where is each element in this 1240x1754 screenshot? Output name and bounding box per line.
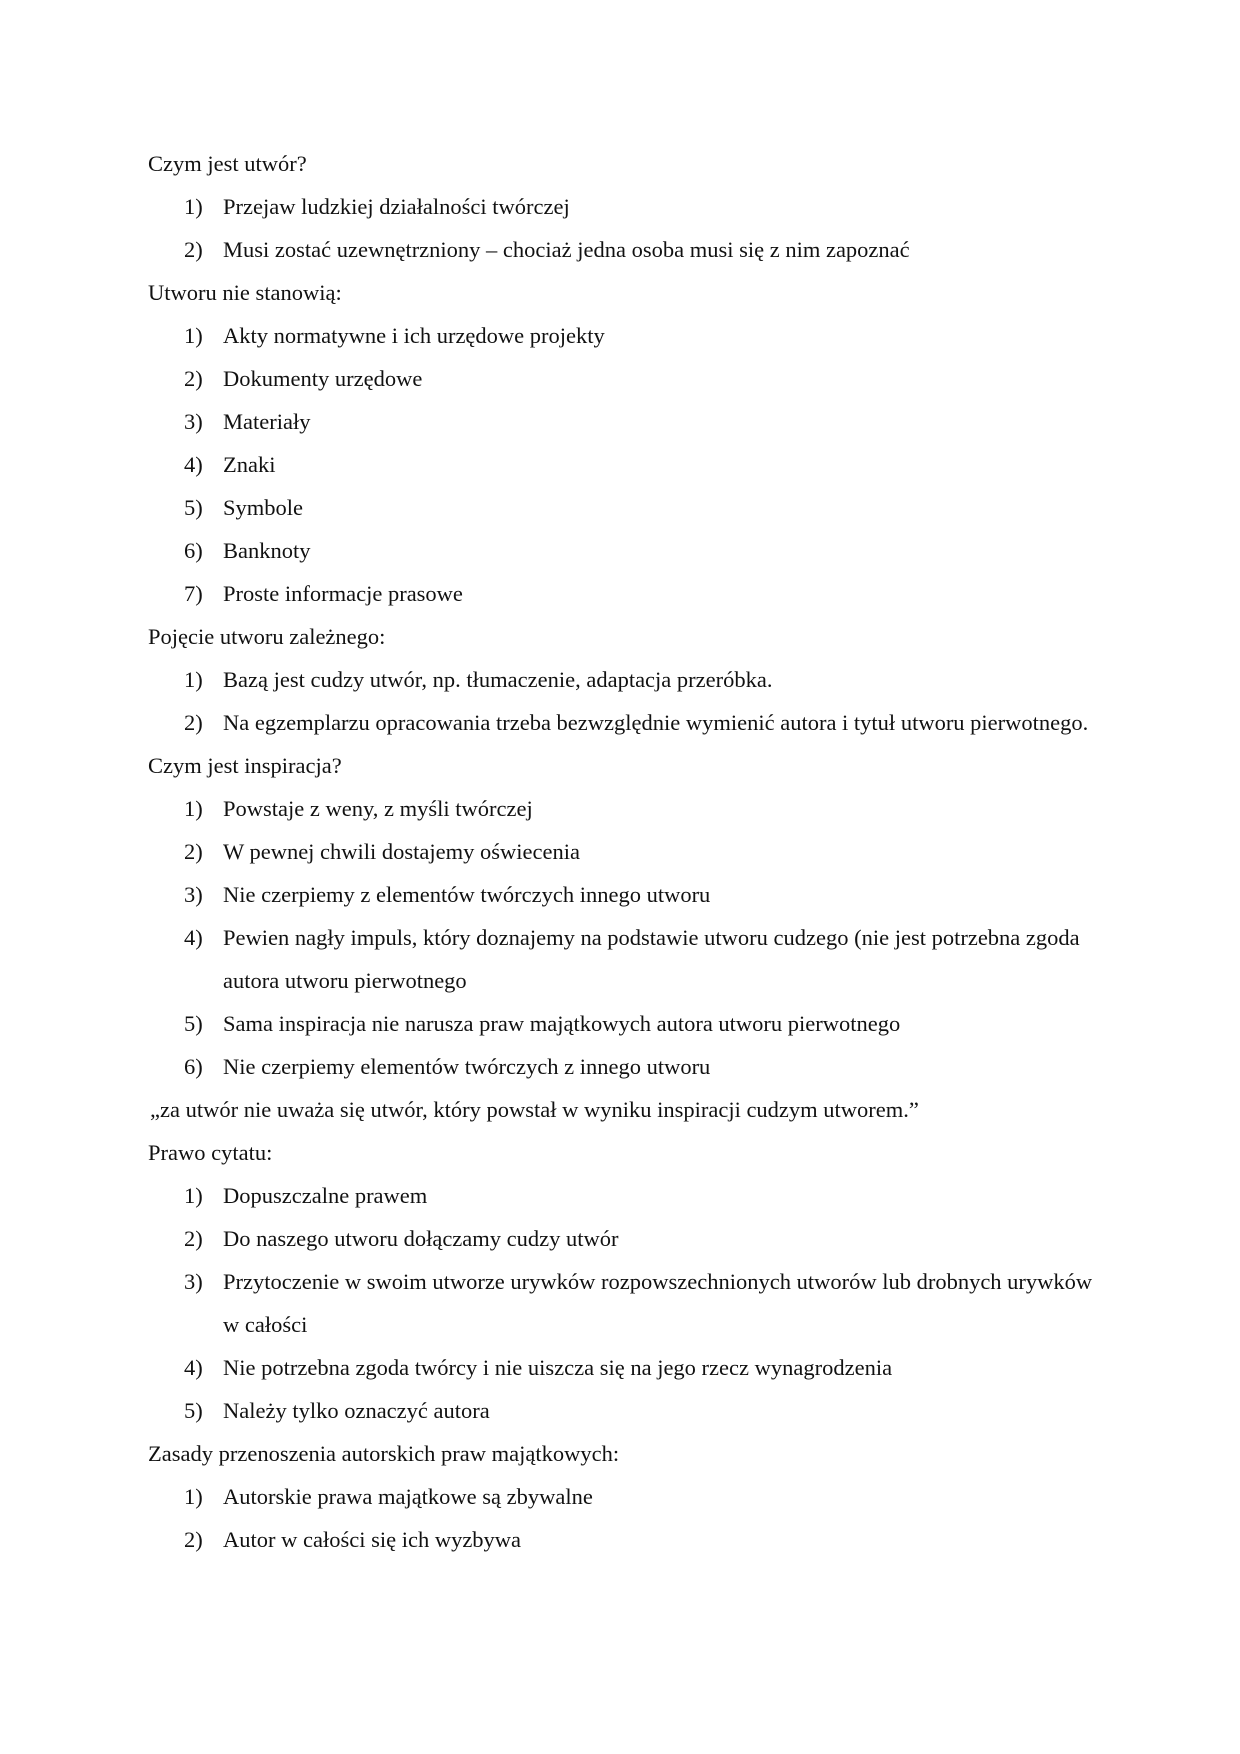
list-number: 7) bbox=[184, 581, 203, 606]
list-item bbox=[148, 185, 1108, 228]
list-item bbox=[148, 486, 1108, 529]
section-prawo-cytatu bbox=[148, 1131, 1108, 1432]
list-item-text: Na egzemplarzu opracowania trzeba bezwzględnie wymienić autora i tytuł utworu pierwotnego. bbox=[223, 710, 1089, 735]
list-item bbox=[148, 1389, 1108, 1432]
list-item bbox=[148, 1174, 1108, 1217]
section-heading: Pojęcie utworu zależnego: bbox=[148, 624, 386, 649]
list-item-text: Autor w całości się ich wyzbywa bbox=[223, 1527, 522, 1552]
list-item-text: Symbole bbox=[223, 495, 304, 520]
list-number: 5) bbox=[184, 1011, 203, 1036]
list-item bbox=[148, 1002, 1108, 1045]
list-item-text: Akty normatywne i ich urzędowe projekty bbox=[223, 323, 605, 348]
list-number: 4) bbox=[184, 1355, 203, 1380]
list-item-text: Musi zostać uzewnętrzniony – chociaż jedna osoba musi się z nim zapoznać bbox=[223, 237, 910, 262]
list-item bbox=[148, 787, 1108, 830]
list-number: 1) bbox=[184, 667, 203, 692]
list-item bbox=[148, 701, 1108, 744]
list-item-text: Nie czerpiemy elementów twórczych z innego utworu bbox=[223, 1054, 711, 1079]
document-body bbox=[148, 142, 1108, 1561]
list-number: 3) bbox=[184, 409, 203, 434]
list-item-text: Należy tylko oznaczyć autora bbox=[223, 1398, 490, 1423]
list-item bbox=[148, 1045, 1108, 1088]
list-item-text: Autorskie prawa majątkowe są zbywalne bbox=[223, 1484, 593, 1509]
list-item bbox=[148, 314, 1108, 357]
list-number: 2) bbox=[184, 710, 203, 735]
list-item bbox=[148, 916, 1108, 1002]
list-number: 5) bbox=[184, 1398, 203, 1423]
section-heading: Zasady przenoszenia autorskich praw majątkowych: bbox=[148, 1441, 620, 1466]
list-item bbox=[148, 658, 1108, 701]
quote-text: „za utwór nie uważa się utwór, który powstał w wyniku inspiracji cudzym utworem.” bbox=[150, 1097, 919, 1122]
list-number: 3) bbox=[184, 882, 203, 907]
list-item bbox=[148, 228, 1108, 271]
list-number: 2) bbox=[184, 1527, 203, 1552]
list-item-text: Materiały bbox=[223, 409, 311, 434]
list-number: 2) bbox=[184, 237, 203, 262]
list-item-text: Banknoty bbox=[223, 538, 311, 563]
list-number: 4) bbox=[184, 925, 203, 950]
list-item bbox=[148, 830, 1108, 873]
numbered-list bbox=[148, 1174, 1108, 1432]
list-item-text: W pewnej chwili dostajemy oświecenia bbox=[223, 839, 580, 864]
list-item-text: Dopuszczalne prawem bbox=[223, 1183, 428, 1208]
list-item bbox=[148, 1260, 1108, 1346]
list-item-text: Znaki bbox=[223, 452, 276, 477]
list-item-text: Nie potrzebna zgoda twórcy i nie uiszcza się na jego rzecz wynagrodzenia bbox=[223, 1355, 893, 1380]
list-item-text: Do naszego utworu dołączamy cudzy utwór bbox=[223, 1226, 619, 1251]
list-number: 2) bbox=[184, 1226, 203, 1251]
numbered-list bbox=[148, 787, 1108, 1088]
list-number: 1) bbox=[184, 1484, 203, 1509]
list-item bbox=[148, 357, 1108, 400]
section-przenoszenie-praw bbox=[148, 1432, 1108, 1561]
section-heading: Czym jest inspiracja? bbox=[148, 753, 342, 778]
numbered-list bbox=[148, 185, 1108, 271]
section-inspiracja bbox=[148, 744, 1108, 1131]
list-item-text: Proste informacje prasowe bbox=[223, 581, 463, 606]
list-item-text: Pewien nagły impuls, który doznajemy na podstawie utworu cudzego (nie jest potrzebna zgoda autora utworu pierwotnego bbox=[223, 925, 1080, 993]
numbered-list bbox=[148, 314, 1108, 615]
list-item bbox=[148, 400, 1108, 443]
list-number: 4) bbox=[184, 452, 203, 477]
section-heading: Prawo cytatu: bbox=[148, 1140, 273, 1165]
list-number: 6) bbox=[184, 1054, 203, 1079]
list-item-text: Powstaje z weny, z myśli twórczej bbox=[223, 796, 533, 821]
list-item bbox=[148, 529, 1108, 572]
list-item bbox=[148, 1346, 1108, 1389]
list-number: 6) bbox=[184, 538, 203, 563]
list-number: 3) bbox=[184, 1269, 203, 1294]
list-number: 2) bbox=[184, 366, 203, 391]
section-utwor-zalezny bbox=[148, 615, 1108, 744]
list-item bbox=[148, 1475, 1108, 1518]
list-number: 1) bbox=[184, 1183, 203, 1208]
list-item bbox=[148, 1518, 1108, 1561]
section-utwor bbox=[148, 142, 1108, 271]
list-item bbox=[148, 873, 1108, 916]
list-number: 1) bbox=[184, 323, 203, 348]
list-item-text: Przytoczenie w swoim utworze urywków rozpowszechnionych utworów lub drobnych urywków w całości bbox=[223, 1269, 1093, 1337]
list-number: 5) bbox=[184, 495, 203, 520]
list-item-text: Bazą jest cudzy utwór, np. tłumaczenie, adaptacja przeróbka. bbox=[223, 667, 773, 692]
numbered-list bbox=[148, 1475, 1108, 1561]
list-number: 1) bbox=[184, 796, 203, 821]
section-heading: Czym jest utwór? bbox=[148, 151, 307, 176]
list-item bbox=[148, 443, 1108, 486]
section-nie-stanowia bbox=[148, 271, 1108, 615]
list-number: 1) bbox=[184, 194, 203, 219]
list-item-text: Nie czerpiemy z elementów twórczych innego utworu bbox=[223, 882, 711, 907]
list-item bbox=[148, 572, 1108, 615]
numbered-list bbox=[148, 658, 1108, 744]
list-item-text: Dokumenty urzędowe bbox=[223, 366, 423, 391]
list-item bbox=[148, 1217, 1108, 1260]
section-heading: Utworu nie stanowią: bbox=[148, 280, 342, 305]
list-item-text: Przejaw ludzkiej działalności twórczej bbox=[223, 194, 570, 219]
list-item-text: Sama inspiracja nie narusza praw majątkowych autora utworu pierwotnego bbox=[223, 1011, 901, 1036]
list-number: 2) bbox=[184, 839, 203, 864]
